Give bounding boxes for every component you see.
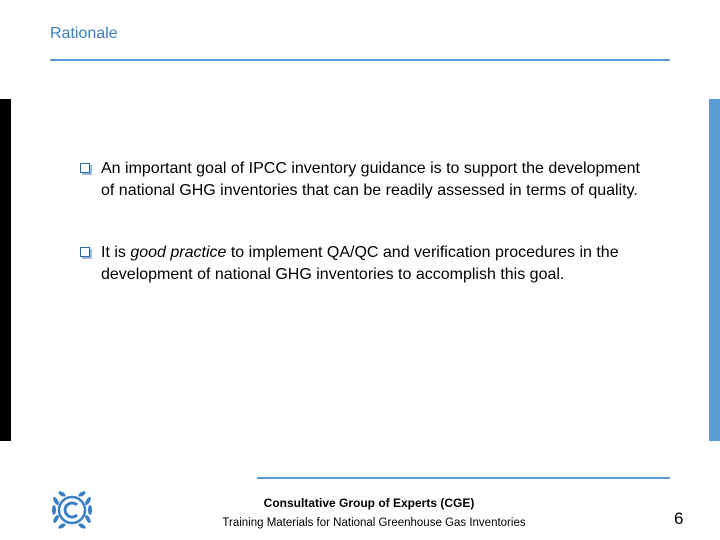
checkbox-bullet-icon bbox=[80, 163, 90, 173]
footer-divider bbox=[257, 477, 670, 479]
page-number: 6 bbox=[674, 509, 684, 528]
unfccc-logo-icon bbox=[48, 489, 96, 531]
bullet-text: An important goal of IPCC inventory guidance is to support the development of national GHG inventories that can be readily assessed in terms of quality. bbox=[101, 160, 640, 199]
left-side-bar bbox=[0, 99, 11, 441]
bullet-item bbox=[80, 242, 640, 286]
footer-subtitle: Training Materials for National Greenhouse Gas Inventories bbox=[222, 517, 526, 529]
title-divider bbox=[50, 59, 670, 61]
slide-title: Rationale bbox=[50, 25, 118, 42]
bullet-item bbox=[80, 158, 640, 202]
bullet-text: It is bbox=[101, 244, 131, 261]
bullet-emphasis: good practice bbox=[130, 244, 227, 261]
bullet-list bbox=[80, 158, 640, 326]
right-side-bar bbox=[709, 99, 720, 441]
footer-organization: Consultative Group of Experts (CGE) bbox=[263, 496, 475, 510]
bullet-text: to implement QA/QC and verification procedures in the development of national GHG inventories to accomplish this goal. bbox=[101, 244, 619, 283]
checkbox-bullet-icon bbox=[80, 247, 90, 257]
